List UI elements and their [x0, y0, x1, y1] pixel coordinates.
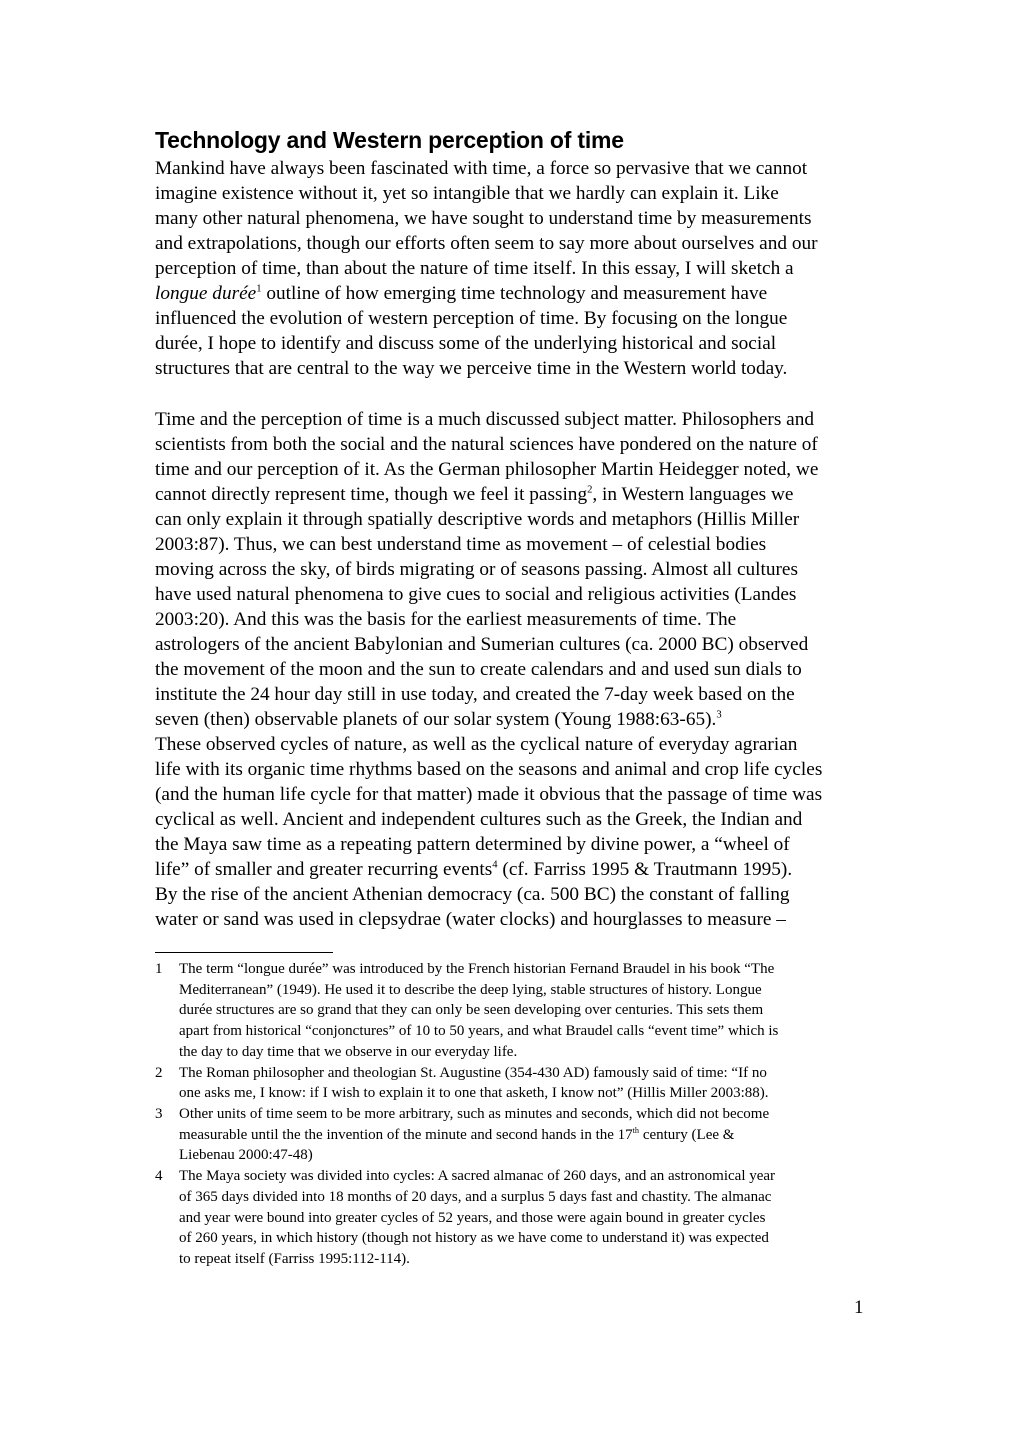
text-line: have used natural phenomena to give cues to social and religious activities (Landes [155, 584, 797, 605]
text-line: astrologers of the ancient Babylonian and Sumerian cultures (ca. 2000 BC) observed [155, 634, 809, 655]
footnote-line: Other units of time seem to be more arbitrary, such as minutes and seconds, which did not become [179, 1106, 770, 1122]
footnote-line: The Roman philosopher and theologian St. Augustine (354-430 AD) famously said of time: “If no [179, 1065, 767, 1081]
text-line: the Maya saw time as a repeating pattern determined by divine power, a “wheel of [155, 834, 790, 855]
text-span: measurable until the the invention of the minute and second hands in the 17 [179, 1127, 633, 1143]
footnote-number: 1 [155, 961, 163, 977]
text-line: structures that are central to the way we perceive time in the Western world today. [155, 358, 788, 379]
footnote-number: 2 [155, 1065, 163, 1081]
text-line: These observed cycles of nature, as well as the cyclical nature of everyday agrarian [155, 734, 798, 755]
footnote-line: and year were bound into greater cycles of 52 years, and those were again bound in greater cycles [179, 1210, 766, 1226]
text-span: cannot directly represent time, though we feel it passing [155, 484, 588, 505]
text-line: Time and the perception of time is a much discussed subject matter. Philosophers and [155, 409, 815, 430]
text-line: moving across the sky, of birds migrating or of seasons passing. Almost all cultures [155, 559, 798, 580]
text-line [155, 857, 792, 882]
text-span: (cf. Farriss 1995 & Trautmann 1995). [497, 859, 793, 880]
text-span: , in Western languages we [592, 484, 794, 505]
footnote-line: to repeat itself (Farriss 1995:112-114). [179, 1251, 410, 1267]
text-line [155, 482, 793, 507]
text-line: many other natural phenomena, we have sought to understand time by measurements [155, 208, 812, 229]
footnote-line: of 365 days divided into 18 months of 20 days, and a surplus 5 days fast and chastity. The almanac [179, 1189, 772, 1205]
footnote-line: The term “longue durée” was introduced by the French historian Fernand Braudel in his book “The [179, 961, 775, 977]
text-line: imagine existence without it, yet so intangible that we hardly can explain it. Like [155, 183, 779, 204]
page-number: 1 [854, 1297, 864, 1318]
footnote-ref-3[interactable]: 3 [716, 709, 722, 721]
text-line: Mankind have always been fascinated with time, a force so pervasive that we cannot [155, 158, 808, 179]
text-line: time and our perception of it. As the German philosopher Martin Heidegger noted, we [155, 459, 819, 480]
text-line [155, 281, 767, 306]
text-line: 2003:20). And this was the basis for the earliest measurements of time. The [155, 609, 737, 630]
footnote-number: 4 [155, 1168, 163, 1184]
footnote-line: Mediterranean” (1949). He used it to describe the deep lying, stable structures of history. Longue [179, 982, 762, 998]
text-line: water or sand was used in clepsydrae (water clocks) and hourglasses to measure – [155, 909, 786, 930]
text-line: and extrapolations, though our efforts often seem to say more about ourselves and our [155, 233, 818, 254]
text-line: influenced the evolution of western perception of time. By focusing on the longue [155, 308, 788, 329]
text-line: institute the 24 hour day still in use today, and created the 7-day week based on the [155, 684, 795, 705]
text-line: 2003:87). Thus, we can best understand time as movement – of celestial bodies [155, 534, 767, 555]
text-span: life” of smaller and greater recurring events [155, 859, 493, 880]
footnote-line: of 260 years, in which history (though not history as we have come to understand it) was expected [179, 1230, 769, 1246]
footnote-line: durée structures are so grand that they can only be seen developing over centuries. This sets them [179, 1002, 764, 1018]
footnote-ref-1[interactable]: 1 [256, 283, 262, 295]
text-line [155, 707, 722, 732]
text-span: seven (then) observable planets of our solar system (Young 1988:63-65). [155, 709, 717, 730]
superscript: th [632, 1126, 640, 1136]
footnote-line: The Maya society was divided into cycles: A sacred almanac of 260 days, and an astronomical year [179, 1168, 776, 1184]
text-line: By the rise of the ancient Athenian democracy (ca. 500 BC) the constant of falling [155, 884, 790, 905]
text-line: the movement of the moon and the sun to create calendars and and used sun dials to [155, 659, 802, 680]
footnote-line [179, 1125, 734, 1146]
document-title: Technology and Western perception of time [155, 127, 624, 153]
footnote-line: Liebenau 2000:47-48) [179, 1147, 313, 1163]
text-line: (and the human life cycle for that matter) made it obvious that the passage of time was [155, 784, 823, 805]
text-line: perception of time, than about the nature of time itself. In this essay, I will sketch a [155, 258, 794, 279]
footnote-ref-2[interactable]: 2 [587, 484, 593, 496]
footnote-number: 3 [155, 1106, 163, 1122]
italic-term: longue durée [155, 283, 257, 304]
footnote-line: one asks me, I know: if I wish to explain it to one that asketh, I know not” (Hillis Miller 2003:88). [179, 1085, 769, 1101]
text-line: can only explain it through spatially descriptive words and metaphors (Hillis Miller [155, 509, 800, 530]
text-span: century (Lee & [639, 1127, 735, 1143]
text-line: durée, I hope to identify and discuss some of the underlying historical and social [155, 333, 777, 354]
text-span: outline of how emerging time technology and measurement have [261, 283, 768, 304]
footnote-separator [155, 952, 333, 953]
footnote-ref-4[interactable]: 4 [492, 859, 498, 871]
text-line: scientists from both the social and the natural sciences have pondered on the nature of [155, 434, 818, 455]
text-line: cyclical as well. Ancient and independent cultures such as the Greek, the Indian and [155, 809, 803, 830]
footnote-line: apart from historical “conjonctures” of 10 to 50 years, and what Braudel calls “event time” which is [179, 1023, 779, 1039]
text-line: life with its organic time rhythms based on the seasons and animal and crop life cycles [155, 759, 823, 780]
footnote-line: the day to day time that we observe in our everyday life. [179, 1044, 518, 1060]
